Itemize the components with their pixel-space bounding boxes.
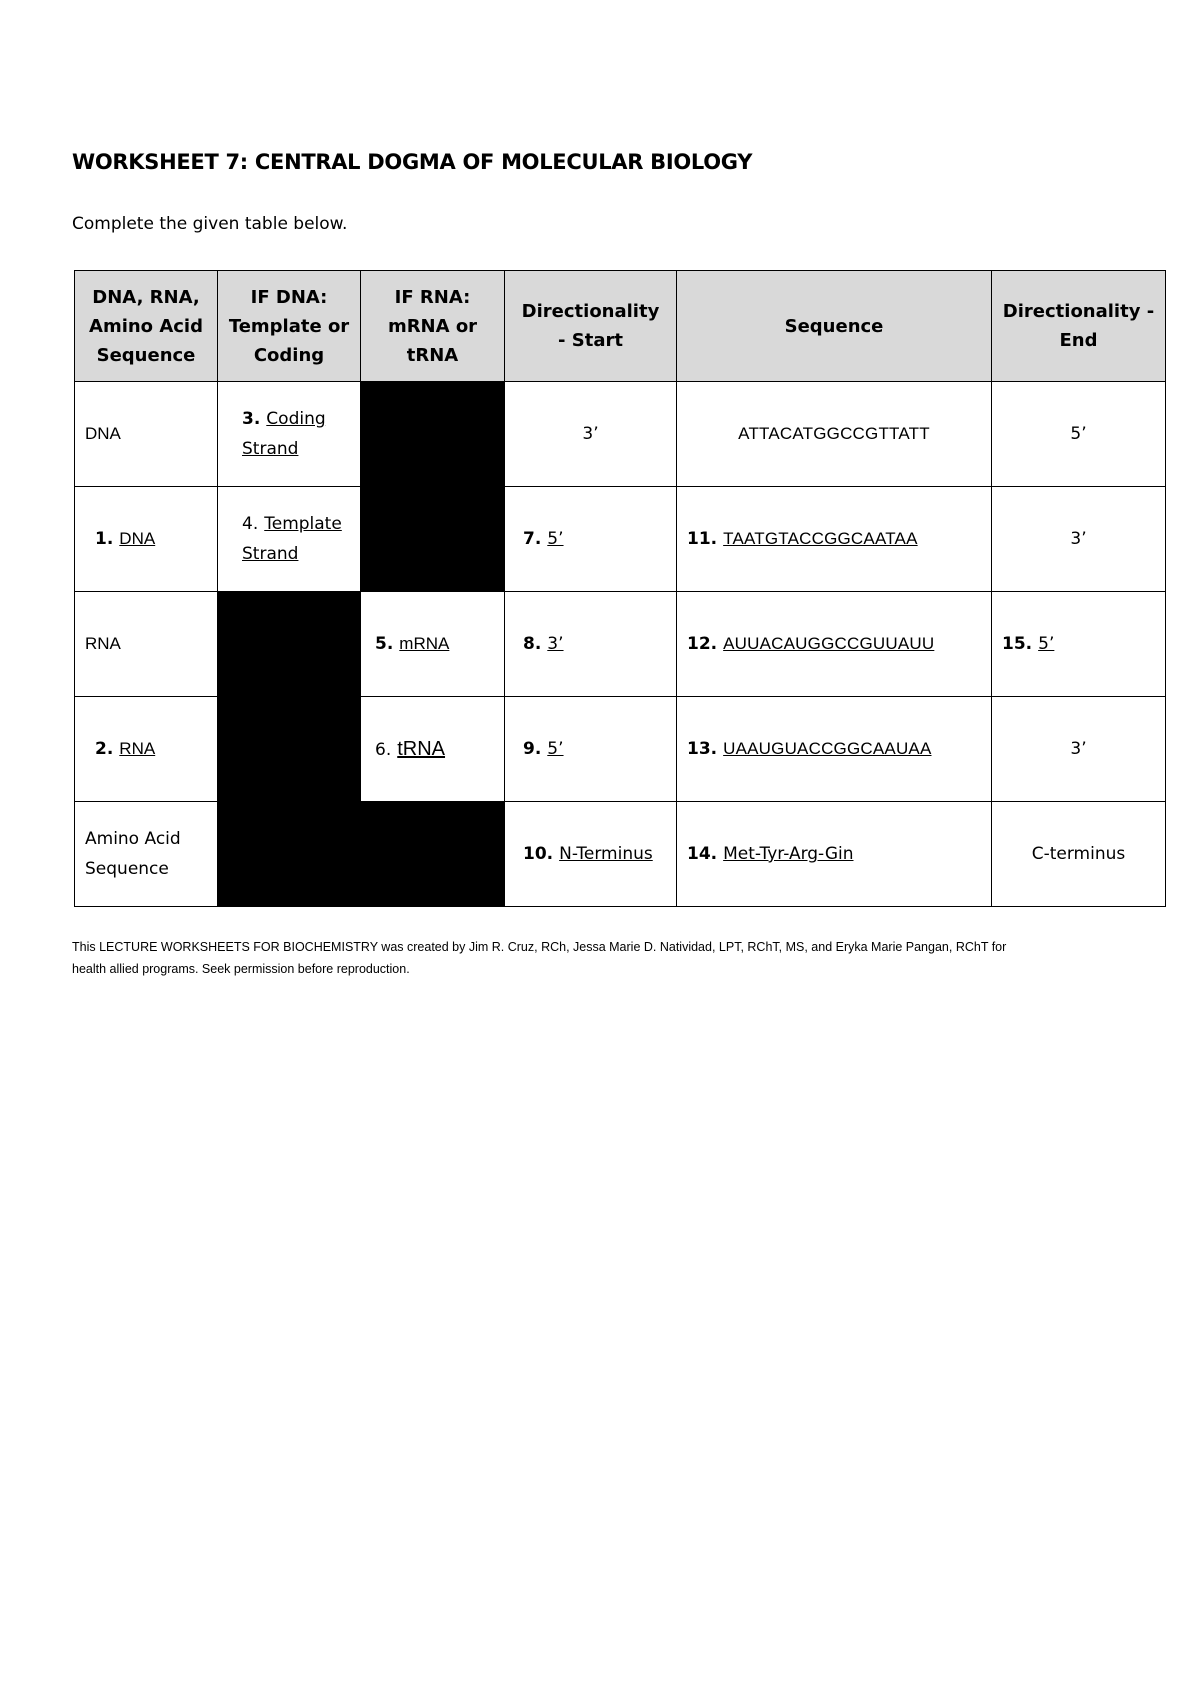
cell-type[interactable]: 2. RNA — [75, 697, 218, 802]
blocked-cell — [361, 487, 505, 592]
header-dna-strand: IF DNA: Template or Coding — [218, 271, 361, 382]
cell-type[interactable]: 1. DNA — [75, 487, 218, 592]
footnote: This LECTURE WORKSHEETS FOR BIOCHEMISTRY was created by Jim R. Cruz, RCh, Jessa Marie D. Natividad, LPT, RChT, MS, and Eryka Marie Pangan, RChT for health allied programs. Seek permission before reproduction. — [72, 940, 1007, 976]
table-row — [75, 592, 1166, 697]
cell-end: 3’ — [992, 487, 1166, 592]
cell-start[interactable]: 7. 5’ — [505, 487, 677, 592]
blocked-cell — [218, 592, 361, 697]
cell-end: 3’ — [992, 697, 1166, 802]
cell-sequence[interactable]: 13. UAAUGUACCGGCAAUAA — [677, 697, 992, 802]
cell-sequence[interactable]: 14. Met-Tyr-Arg-Gin — [677, 802, 992, 907]
header-direction-start: Directionality - Start — [505, 271, 677, 382]
cell-start[interactable]: 10. N-Terminus — [505, 802, 677, 907]
cell-rna-type[interactable]: 5. mRNA — [361, 592, 505, 697]
cell-sequence: ATTACATGGCCGTTATT — [677, 382, 992, 487]
table-row — [75, 382, 1166, 487]
header-row — [75, 271, 1166, 382]
cell-end: 5’ — [992, 382, 1166, 487]
cell-rna-type[interactable]: 6. tRNA — [361, 697, 505, 802]
cell-type: Amino Acid Sequence — [75, 802, 218, 907]
cell-start[interactable]: 8. 3’ — [505, 592, 677, 697]
blocked-cell — [218, 802, 361, 907]
cell-end: C-terminus — [992, 802, 1166, 907]
table-row — [75, 487, 1166, 592]
instruction-text: Complete the given table below. — [72, 214, 348, 234]
cell-start[interactable]: 9. 5’ — [505, 697, 677, 802]
blocked-cell — [361, 802, 505, 907]
header-rna-type: IF RNA: mRNA or tRNA — [361, 271, 505, 382]
header-type: DNA, RNA, Amino Acid Sequence — [75, 271, 218, 382]
worksheet-table — [74, 270, 1166, 907]
cell-start: 3’ — [505, 382, 677, 487]
blocked-cell — [218, 697, 361, 802]
table-row — [75, 697, 1166, 802]
page-title: WORKSHEET 7: CENTRAL DOGMA OF MOLECULAR BIOLOGY — [72, 150, 753, 174]
cell-strand[interactable]: 3. Coding Strand — [218, 382, 361, 487]
header-direction-end: Directionality - End — [992, 271, 1166, 382]
cell-type: DNA — [75, 382, 218, 487]
blocked-cell — [361, 382, 505, 487]
cell-sequence[interactable]: 11. TAATGTACCGGCAATAA — [677, 487, 992, 592]
cell-strand[interactable]: 4. Template Strand — [218, 487, 361, 592]
cell-end[interactable]: 15. 5’ — [992, 592, 1166, 697]
header-sequence: Sequence — [677, 271, 992, 382]
cell-sequence[interactable]: 12. AUUACAUGGCCGUUAUU — [677, 592, 992, 697]
table-row — [75, 802, 1166, 907]
cell-type: RNA — [75, 592, 218, 697]
